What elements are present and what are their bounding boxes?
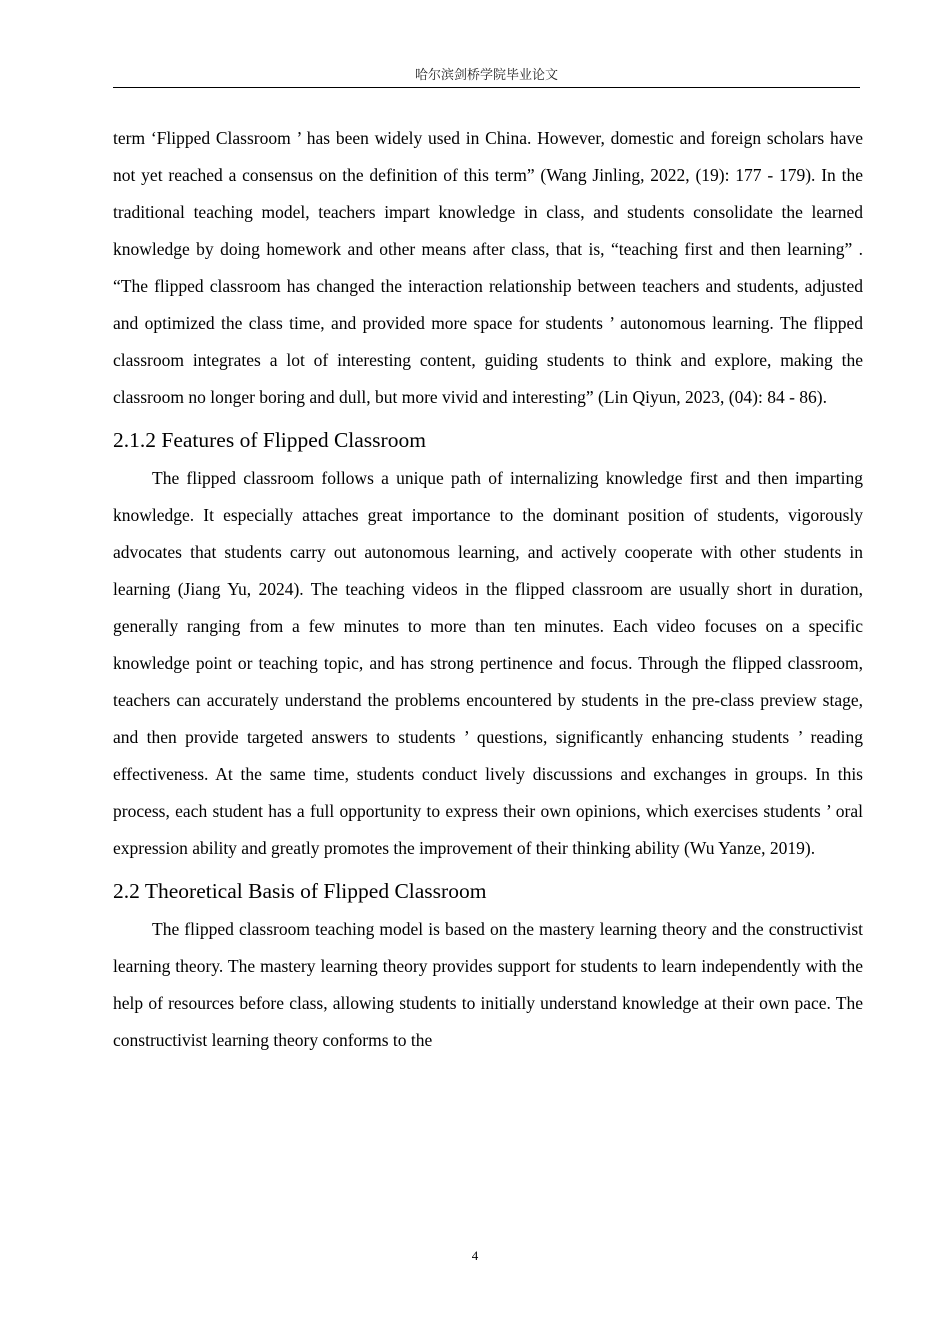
section-heading-2-1-2: 2.1.2 Features of Flipped Classroom	[113, 428, 426, 452]
section-heading-2-2: 2.2 Theoretical Basis of Flipped Classroom	[113, 879, 487, 903]
page-number: 4	[471, 1248, 479, 1263]
document-body	[113, 120, 863, 1059]
header-divider	[113, 87, 860, 88]
page-header-title: 哈尔滨剑桥学院毕业论文	[414, 67, 558, 82]
section-2-1-2-paragraph: The flipped classroom follows a unique path of internalizing knowledge first and then imparting knowledge. It especially attaches great importance to the dominant position of students, vigorously advocates that students carry out autonomous learning, and actively cooperate with other students in learning (Jiang Yu, 2024). The teaching videos in the flipped classroom are usually short in duration, generally ranging from a few minutes to more than ten minutes. Each video focuses on a specific knowledge point or teaching topic, and has strong pertinence and focus. Through the flipped classroom, teachers can accurately understand the problems encountered by students in the pre-class preview stage, and then provide targeted answers to students ’ questions, significantly enhancing students ’ reading effectiveness. At the same time, students conduct lively discussions and exchanges in groups. In this process, each student has a full opportunity to express their own opinions, which exercises students ’ oral expression ability and greatly promotes the improvement of their thinking ability (Wu Yanze, 2019).	[113, 468, 863, 858]
section-2-2-paragraph: The flipped classroom teaching model is based on the mastery learning theory and the constructivist learning theory. The mastery learning theory provides support for students to learn independently with the help of resources before class, allowing students to initially understand knowledge at their own pace. The constructivist learning theory conforms to the	[113, 919, 863, 1050]
intro-paragraph: term ‘Flipped Classroom ’ has been widely used in China. However, domestic and foreign scholars have not yet reached a consensus on the definition of this term” (Wang Jinling, 2022, (19): 177 - 179). In the traditional teaching model, teachers impart knowledge in class, and students consolidate the learned knowledge by doing homework and other means after class, that is, “teaching first and then learning” . “The flipped classroom has changed the interaction relationship between teachers and students, adjusted and optimized the class time, and provided more space for students ’ autonomous learning. The flipped classroom integrates a lot of interesting content, guiding students to think and explore, making the classroom no longer boring and dull, but more vivid and interesting” (Lin Qiyun, 2023, (04): 84 - 86).	[113, 128, 863, 407]
